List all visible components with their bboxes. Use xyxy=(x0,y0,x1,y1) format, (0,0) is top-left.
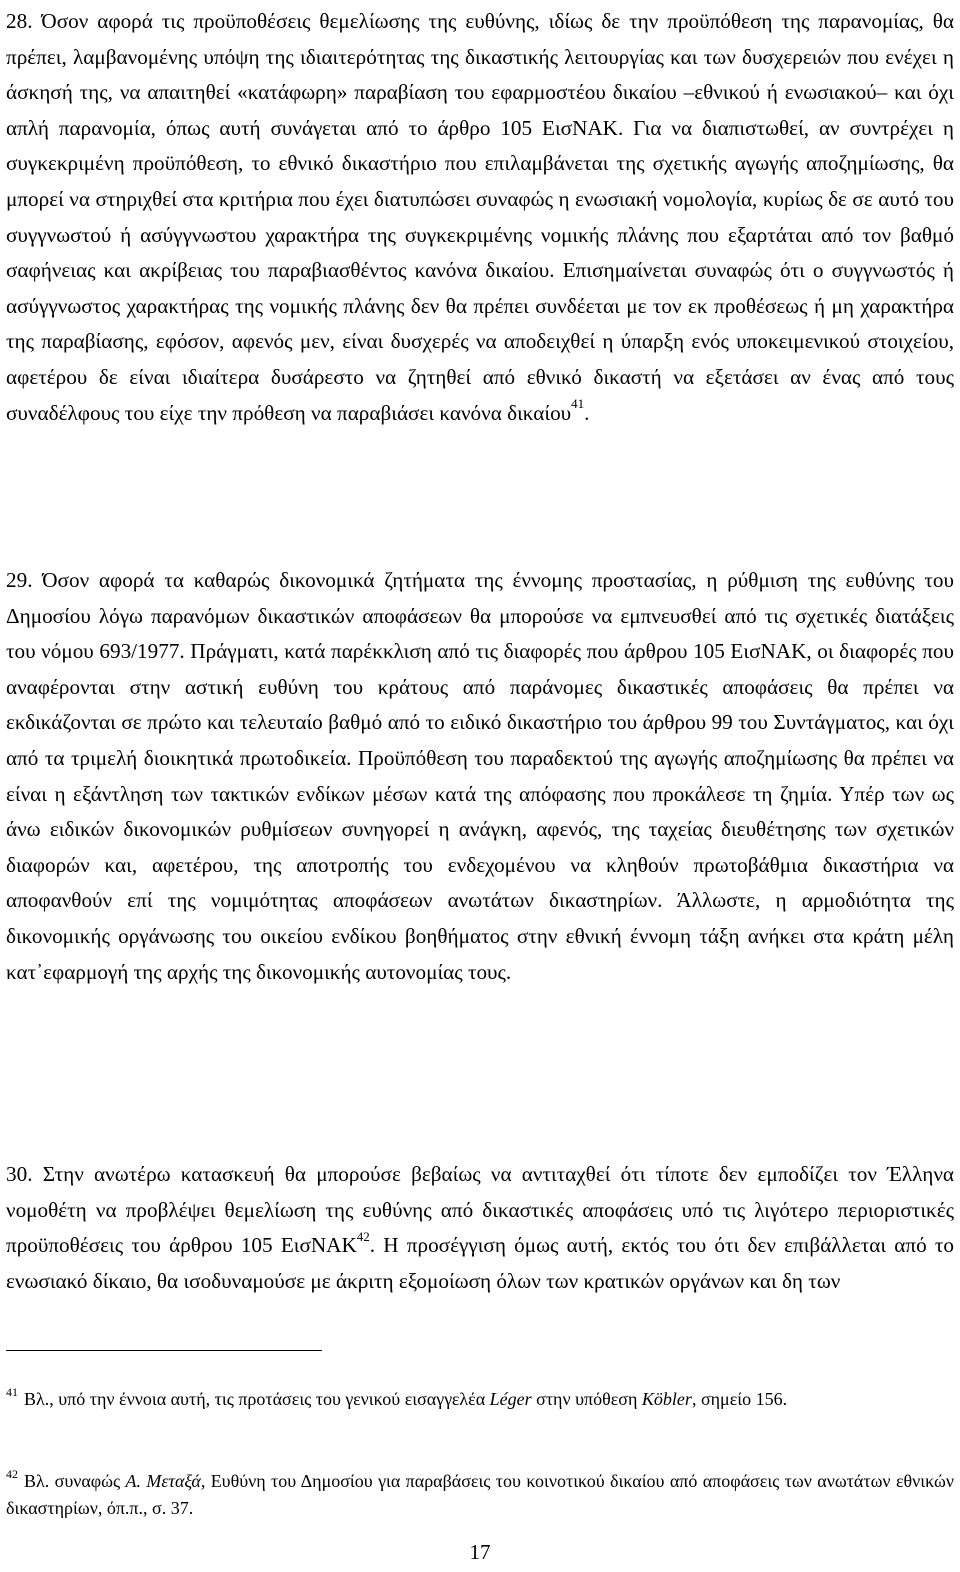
document-page xyxy=(6,0,954,1572)
footnote-italic-author: Α. Μεταξά xyxy=(125,1471,201,1491)
footnote-ref-41[interactable]: 41 xyxy=(571,396,585,412)
paragraph-28-text: 28. Όσον αφορά τις προϋποθέσεις θεμελίωσης της ευθύνης, ιδίως δε την προϋπόθεση της παρανομίας, θα πρέπει, λαμβανομένης υπόψη της ιδιαιτερότητας της δικαστικής λειτουργίας και των δυσχερειών που ενέχει η άσκησή της, να απαιτηθεί «κατάφωρη» παραβίαση του εφαρμοστέου δικαίου –εθνικού ή ενωσιακού– και όχι απλή παρανομία, όπως αυτή συνάγεται από το άρθρο 105 ΕισΝΑΚ. Για να διαπιστωθεί, αν συντρέχει η συγκεκριμένη προϋπόθεση, το εθνικό δικαστήριο που επιλαμβάνεται της σχετικής αγωγής αποζημίωσης, θα μπορεί να στηριχθεί στα κριτήρια που έχει διατυπώσει συναφώς η ενωσιακή νομολογία, κυρίως δε σε αυτό του συγγνωστού ή ασύγγνωστου χαρακτήρα της συγκεκριμένης νομικής πλάνης που εξαρτάται από τον βαθμό σαφήνειας και ακρίβειας του παραβιασθέντος κανόνα δικαίου. Επισημαίνεται συναφώς ότι ο συγγνωστός ή ασύγγνωστος χαρακτήρας της νομικής πλάνης δεν θα πρέπει συνδέεται με τον εκ προθέσεως ή μη χαρακτήρα της παραβίασης, εφόσον, αφενός μεν, είναι δυσχερές να αποδειχθεί η ύπαρξη ενός υποκειμενικού στοιχείου, αφετέρου δε είναι ιδιαίτερα δυσάρεστο να ζητηθεί από εθνικό δικαστή να εξετάσει αν ένας από τους συναδέλφους του είχε την πρόθεση να παραβιάσει κανόνα δικαίου xyxy=(6,9,954,425)
paragraph-30 xyxy=(6,1157,954,1299)
footnote-text: Βλ. συναφώς xyxy=(24,1471,126,1491)
paragraph-30-tail: . Η προσέγγιση όμως αυτή, εκτός του ότι δεν επιβάλλεται από το ενωσιακό δίκαιο, θα ισοδυναμούσε με άκριτη εξομοίωση όλων των κρατικών οργάνων και δη των xyxy=(6,1233,954,1293)
footnote-number: 42 xyxy=(6,1467,18,1481)
paragraph-28 xyxy=(6,4,954,431)
footnote-text: , σημείο 156. xyxy=(691,1389,788,1409)
footnote-text: στην υπόθεση xyxy=(531,1389,642,1409)
footnote-separator xyxy=(6,1350,322,1351)
paragraph-29-text: 29. Όσον αφορά τα καθαρώς δικονομικά ζητήματα της έννομης προστασίας, η ρύθμιση της ευθύνης του Δημοσίου λόγω παρανόμων δικαστικών αποφάσεων θα μπορούσε να εμπνευσθεί από τις σχετικές διατάξεις του νόμου 693/1977. Πράγματι, κατά παρέκκλιση από τις διαφορές που άρθρου 105 ΕισΝΑΚ, οι διαφορές που αναφέρονται στην αστική ευθύνη του κράτους από παράνομες δικαστικές αποφάσεις θα πρέπει να εκδικάζονται σε πρώτο και τελευταίο βαθμό από το ειδικό δικαστήριο του άρθρου 99 του Συντάγματος, και όχι από τα τριμελή διοικητικά πρωτοδικεία. Προϋπόθεση του παραδεκτού της αγωγής αποζημίωσης θα πρέπει να είναι η εξάντληση των τακτικών ενδίκων μέσων κατά της απόφασης που προκάλεσε τη ζημία. Υπέρ των ως άνω ειδικών δικονομικών ρυθμίσεων συνηγορεί η ανάγκη, αφενός, της ταχείας διευθέτησης των σχετικών διαφορών και, αφετέρου, της αποτροπής του ενδεχομένου να κληθούν πρωτοβάθμια δικαστήρια να αποφανθούν επί της νομιμότητας αποφάσεων ανωτάτων δικαστηρίων. Άλλωστε, η αρμοδιότητα της δικονομικής οργάνωσης του οικείου ενδίκου βοηθήματος στην εθνική έννομη τάξη ανήκει στα κράτη μέλη κατ᾽εφαρμογή της αρχής της δικονομικής αυτονομίας τους. xyxy=(6,568,954,984)
page-number: 17 xyxy=(469,1540,491,1564)
footnote-italic-name: Léger xyxy=(489,1389,532,1409)
footnote-ref-42[interactable]: 42 xyxy=(356,1229,370,1245)
footnote-italic-case: Köbler xyxy=(641,1389,692,1409)
paragraph-28-tail: . xyxy=(584,400,590,425)
footnote-41 xyxy=(6,1386,954,1413)
paragraph-30-text: 30. Στην ανωτέρω κατασκευή θα μπορούσε βεβαίως να αντιταχθεί ότι τίποτε δεν εμποδίζει τον Έλληνα νομοθέτη να προβλέψει θεμελίωση της ευθύνης από δικαστικές αποφάσεις υπό τις λιγότερο περιοριστικές προϋποθέσεις του άρθρου 105 ΕισΝΑΚ xyxy=(6,1162,954,1258)
footnote-number: 41 xyxy=(6,1385,18,1399)
paragraph-29 xyxy=(6,563,954,990)
footnote-text: Βλ., υπό την έννοια αυτή, τις προτάσεις του γενικού εισαγγελέα xyxy=(24,1389,490,1409)
footnote-42 xyxy=(6,1468,954,1522)
footnote-text: , Ευθύνη του Δημοσίου για παραβάσεις του κοινοτικού δικαίου από αποφάσεις των ανωτάτων εθνικών δικαστηρίων, όπ.π., σ. 37. xyxy=(6,1471,955,1518)
